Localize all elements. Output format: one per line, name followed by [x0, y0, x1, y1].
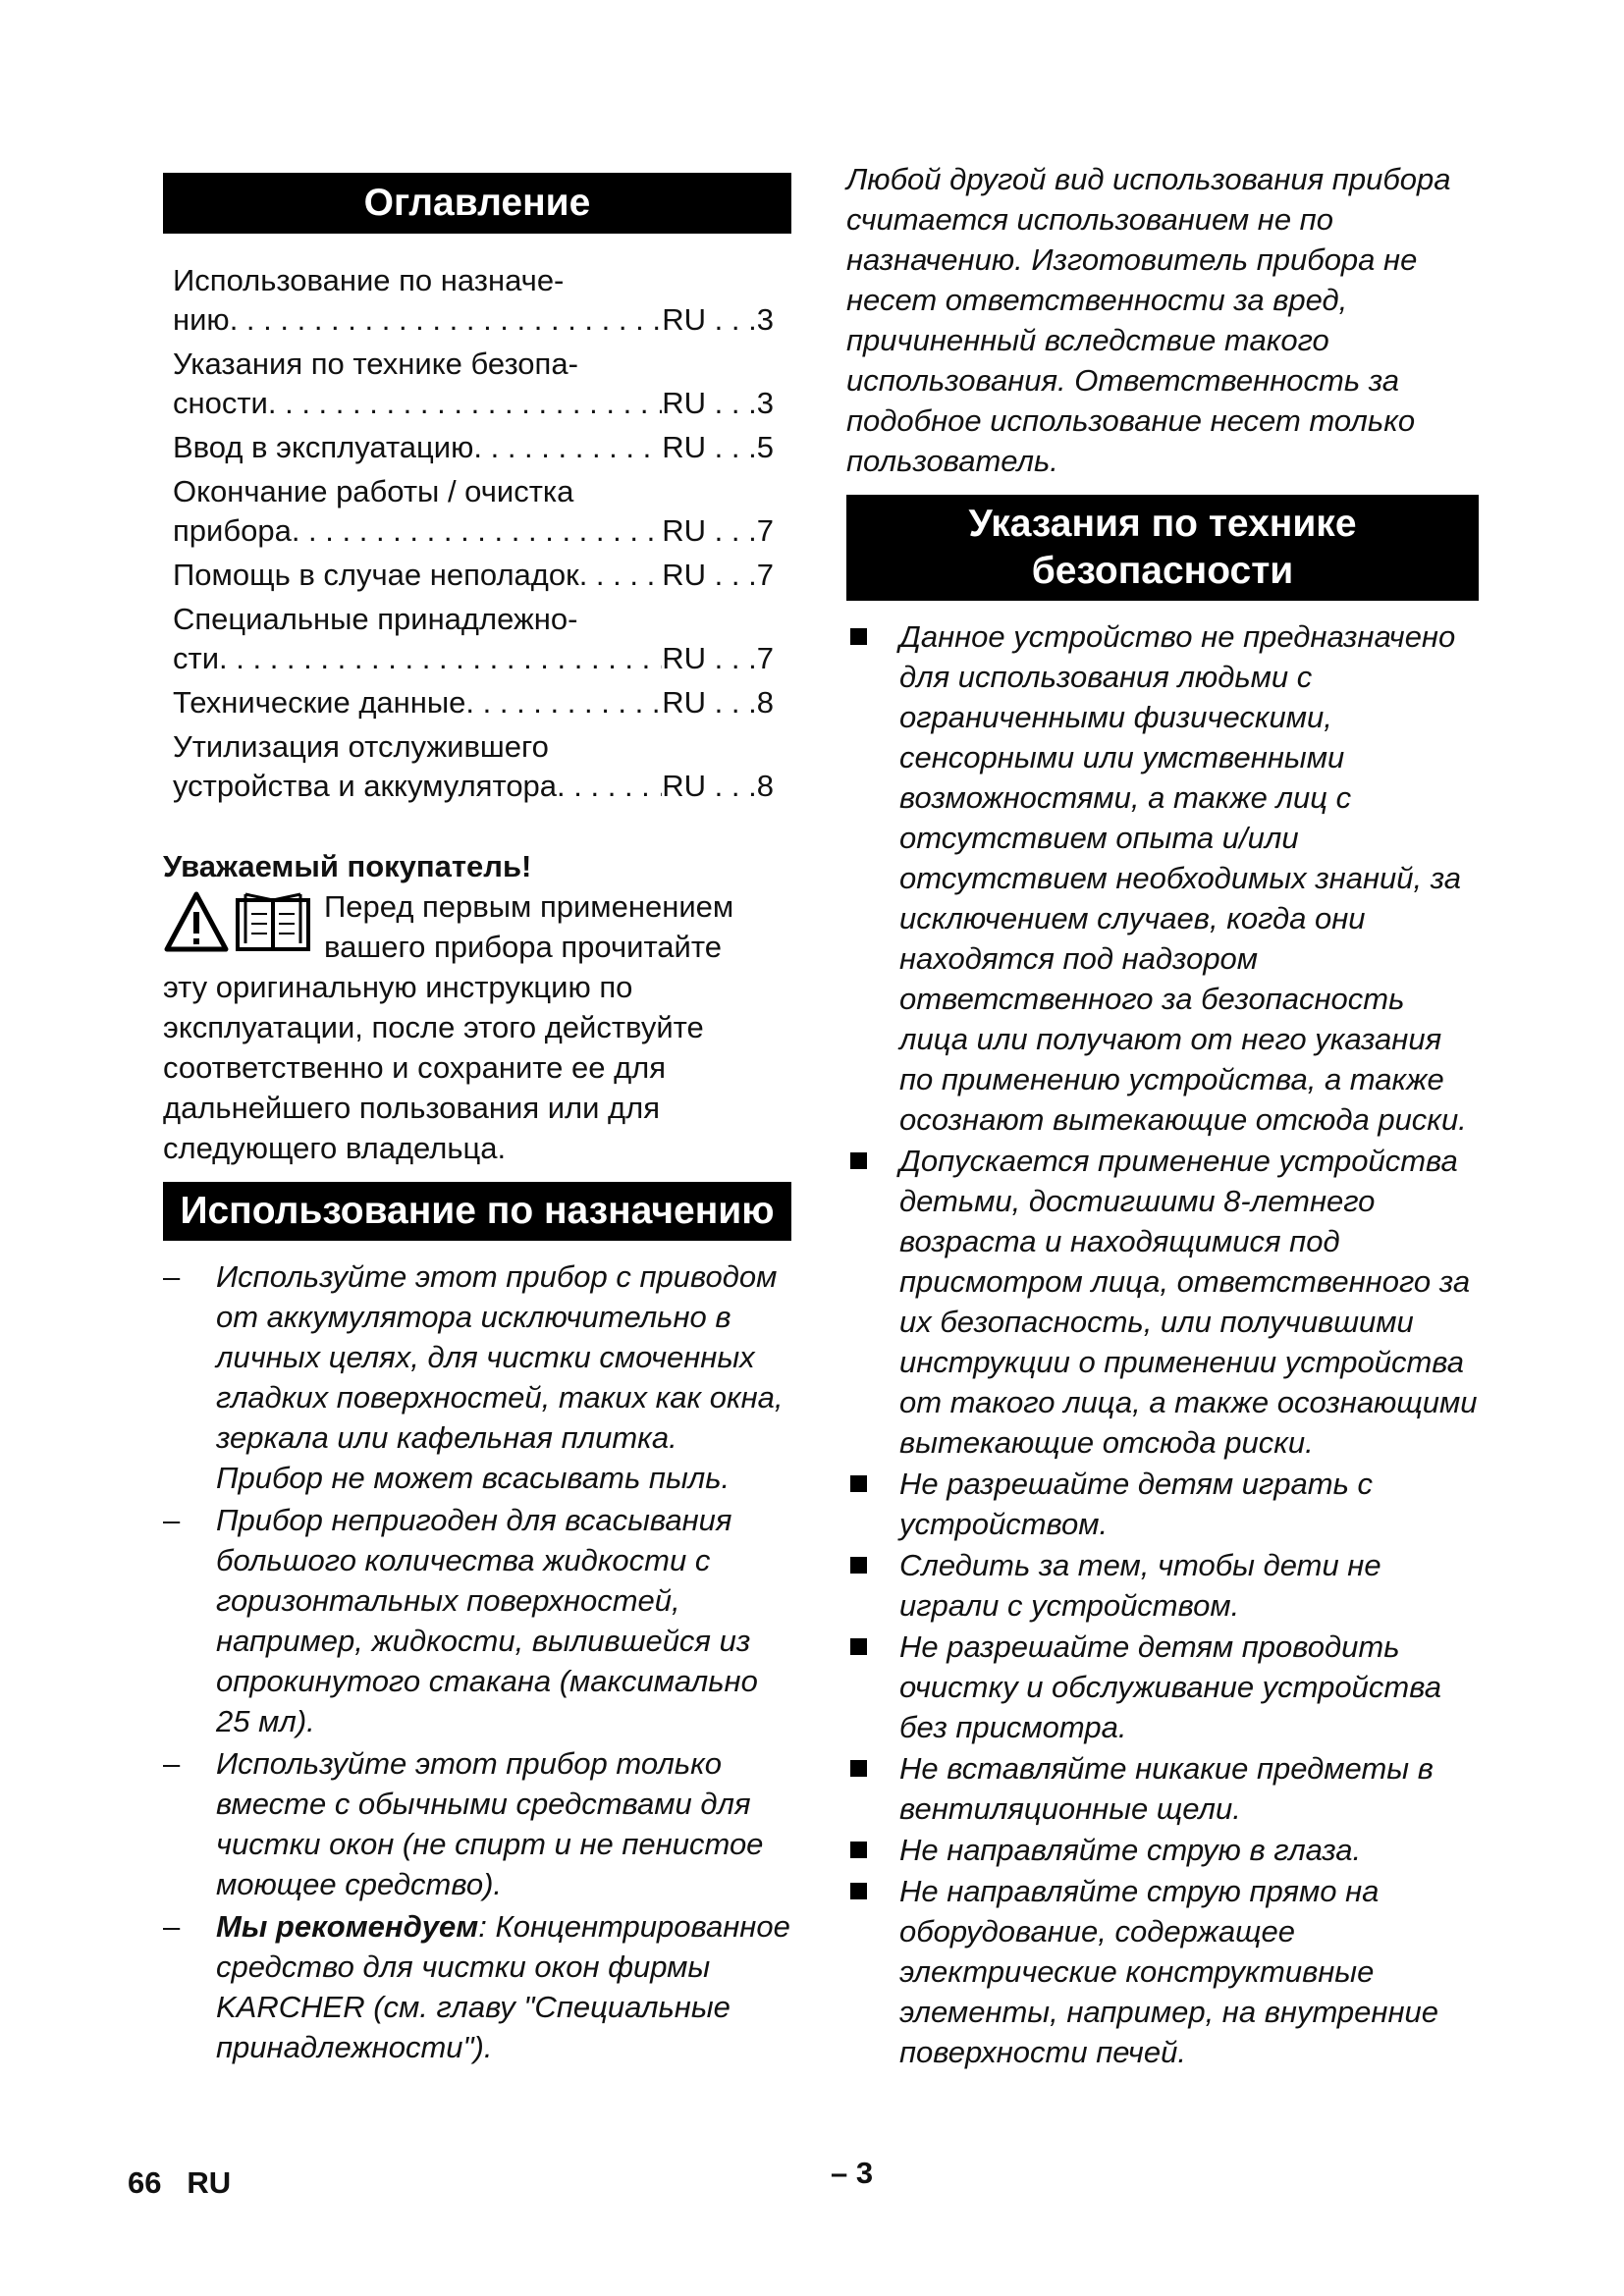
toc-entry[interactable]: [173, 556, 774, 595]
toc-entry-line1: Специальные принадлежно-: [173, 602, 578, 636]
intro-body: эту оригинальную инструкцию по эксплуатации, после этого действуйте соответственно и сохраните ее для дальнейшего пользования или для следующего владельца.: [163, 970, 704, 1165]
toc-entry-page: RU . . .8: [662, 769, 774, 803]
list-item: Не разрешайте детям проводить очистку и обслуживание устройства без присмотра.: [846, 1627, 1479, 1747]
toc-entry-label: сности: [173, 386, 268, 420]
bullet-square-icon: [850, 628, 867, 645]
toc-entry-line1: Окончание работы / очистка: [173, 474, 574, 508]
usage-continuation: Любой другой вид использования прибора считается использованием не по назначению. Изготовитель прибора не несет ответственности за вред, причиненный вследствие такого использования. Ответственность за подобное использование несет только пользователь.: [846, 162, 1451, 478]
list-item: – Используйте этот прибор только вместе с обычными средствами для чистки окон (не спирт и не пенистое моющее средство).: [163, 1746, 764, 1901]
list-item: Не направляйте струю в глаза.: [846, 1830, 1479, 1870]
list-item: Не направляйте струю прямо на оборудование, содержащее электрические конструктивные элементы, например, на внутренние поверхности печей.: [846, 1871, 1479, 2072]
toc-entry-label: Технические данные: [173, 685, 466, 720]
list-item: – Прибор непригоден для всасывания большого количества жидкости с горизонтальных поверхностей, например, жидкости, вылившейся из опрокинутого стакана (максимально 25 мл).: [163, 1503, 758, 1738]
toc-entry-label: Ввод в эксплуатацию: [173, 430, 474, 464]
toc-entry[interactable]: [173, 261, 774, 340]
toc-entry[interactable]: [173, 345, 774, 423]
warning-manual-icon: [163, 886, 316, 955]
recommend-label: Мы рекомендуем: [216, 1909, 479, 1944]
page-number: 66: [128, 2165, 162, 2200]
toc-entry-label: прибора: [173, 513, 292, 548]
toc-entry-page: RU . . .7: [662, 513, 774, 548]
toc-entry[interactable]: [173, 683, 774, 722]
bullet-square-icon: [850, 1638, 867, 1655]
list-item: Следить за тем, чтобы дети не играли с устройством.: [846, 1545, 1479, 1626]
bullet-square-icon: [850, 1475, 867, 1492]
bullet-square-icon: [850, 1883, 867, 1899]
list-item: Не вставляйте никакие предметы в вентиляционные щели.: [846, 1748, 1479, 1829]
toc-entry[interactable]: [173, 600, 774, 678]
toc-entry[interactable]: [173, 472, 774, 551]
toc-entry[interactable]: [173, 727, 774, 806]
list-item: Не разрешайте детям играть с устройством.: [846, 1464, 1479, 1544]
toc-entry-label: Помощь в случае неполадок: [173, 558, 579, 592]
list-item: Допускается применение устройства детьми, достигшими 8-летнего возраста и находящимися под присмотром лица, ответственного за их безопасность, или получившими инструкции о применении устройства от такого лица, а также осознающими вытекающие отсюда риски.: [846, 1141, 1479, 1463]
footer-page-info: [128, 2165, 231, 2201]
toc-entry[interactable]: [173, 428, 774, 467]
toc-entry-line1: Утилизация отслужившего: [173, 729, 549, 764]
toc-entry-label: сти: [173, 641, 220, 675]
recommend-text: : Концентрированное средство для чистки окон фирмы KARCHER (см. главу "Специальные принадлежности").: [216, 1909, 790, 2064]
safety-list: [846, 616, 1479, 2072]
toc-entry-page: RU . . .7: [662, 558, 774, 592]
usage-list: [163, 1256, 791, 2067]
list-item: – Мы рекомендуем: Концентрированное средство для чистки окон фирмы KARCHER (см. главу "Специальные принадлежности").: [163, 1909, 790, 2064]
usage-heading: Использование по назначению: [163, 1182, 791, 1241]
bullet-square-icon: [850, 1842, 867, 1858]
table-of-contents: [173, 261, 774, 806]
toc-entry-page: RU . . .3: [662, 302, 774, 337]
bullet-square-icon: [850, 1557, 867, 1574]
safety-heading-line1: Указания по технике: [968, 503, 1357, 545]
toc-entry-page: RU . . .3: [662, 386, 774, 420]
bullet-square-icon: [850, 1152, 867, 1169]
toc-entry-label: нию: [173, 302, 230, 337]
intro-line1: Перед первым применением: [324, 889, 734, 924]
intro-paragraph: [163, 886, 791, 1168]
section-page-number: – 3: [831, 2156, 874, 2190]
list-item: – Используйте этот прибор с приводом от аккумулятора исключительно в личных целях, для чистки смоченных гладких поверхностей, таких как окна, зеркала или кафельная плитка. Прибор не может всасывать пыль.: [163, 1259, 784, 1495]
list-item: Данное устройство не предназначено для использования людьми с ограниченными физическими, сенсорными или умственными возможностями, а также лиц с отсутствием опыта и/или отсутствием необходимых знаний, за исключением случаев, когда они находятся под надзором ответственного за безопасность лица или получают от него указания по применению устройства, а также осознают вытекающие отсюда риски.: [846, 616, 1479, 1140]
toc-entry-line1: Указания по технике безопа-: [173, 347, 578, 381]
toc-heading: Оглавление: [163, 173, 791, 234]
toc-entry-label: устройства и аккумулятора: [173, 769, 558, 803]
toc-entry-page: RU . . .8: [662, 685, 774, 720]
toc-entry-page: RU . . .7: [662, 641, 774, 675]
toc-entry-page: RU . . .5: [662, 430, 774, 464]
language-code: RU: [187, 2165, 232, 2200]
safety-heading-line2: безопасности: [1031, 550, 1294, 592]
left-column: [163, 173, 791, 2069]
toc-entry-line1: Использование по назначе-: [173, 263, 565, 297]
dear-customer-title: Уважаемый покупатель!: [163, 849, 532, 883]
bullet-square-icon: [850, 1760, 867, 1777]
right-column: [846, 159, 1479, 2073]
intro-line2: вашего прибора прочитайте: [324, 930, 722, 964]
safety-heading: [846, 495, 1479, 601]
